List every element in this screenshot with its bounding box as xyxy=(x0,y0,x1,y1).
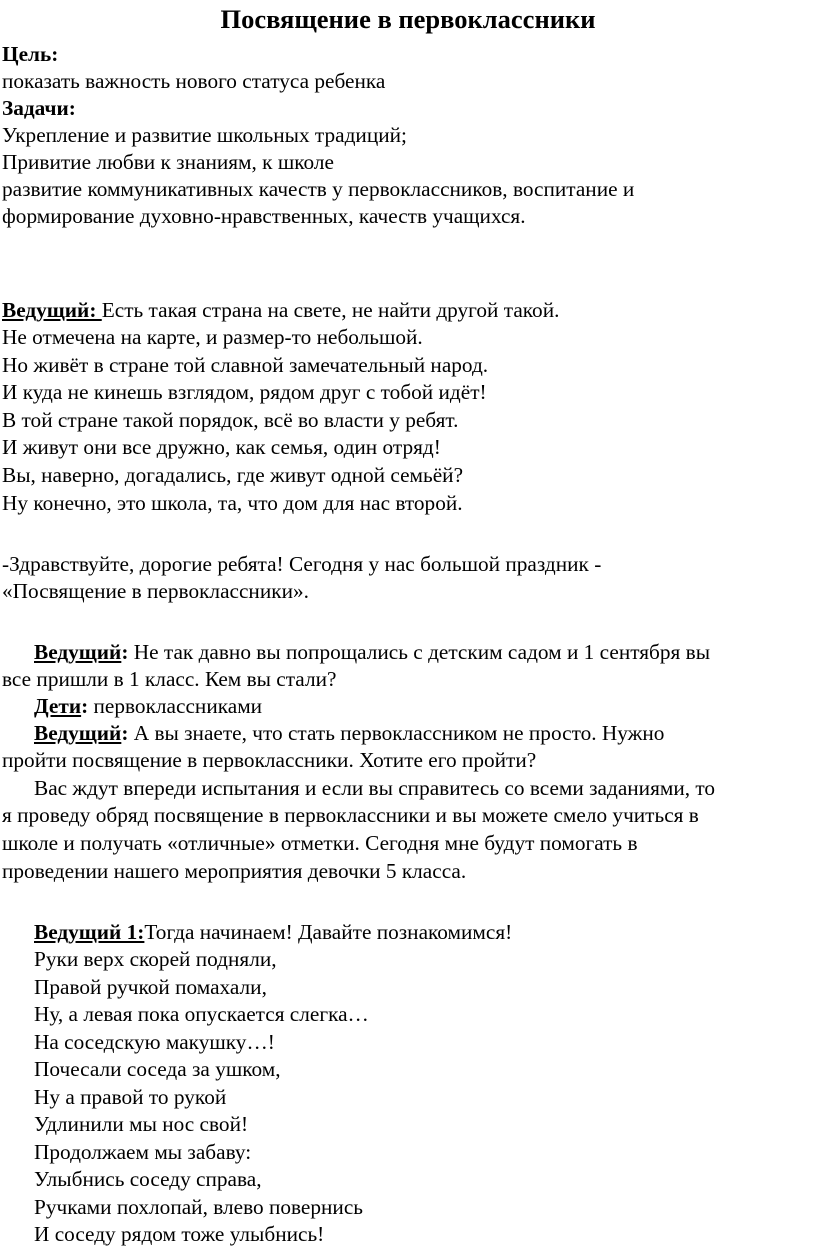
poem-line: Не отмечена на карте, и размер-то небольшой. xyxy=(2,325,423,349)
game-line: Удлинили мы нос свой! xyxy=(34,1112,249,1136)
dialogue-text: А вы знаете, что стать первоклассником не просто. Нужно xyxy=(128,721,665,745)
dialogue-line: школе и получать «отличные» отметки. Сегодня мне будут помогать в xyxy=(2,831,638,855)
game-line: Ну, а левая пока опускается слегка… xyxy=(34,1002,369,1026)
poem-line: Вы, наверно, догадались, где живут одной семьёй? xyxy=(2,463,464,487)
game-text: Тогда начинаем! Давайте познакомимся! xyxy=(144,920,513,944)
goal-label: Цель: xyxy=(2,42,59,66)
game-line: Почесали соседа за ушком, xyxy=(34,1057,281,1081)
dialogue-line: проведении нашего мероприятия девочки 5 класса. xyxy=(2,859,467,883)
dialogue-line xyxy=(34,692,262,720)
game-line: Ручками похлопай, влево повернись xyxy=(34,1195,363,1219)
task-line: развитие коммуникативных качеств у первоклассников, воспитание и xyxy=(2,177,635,201)
page-title: Посвящение в первоклассники xyxy=(220,4,596,34)
dialogue-line: все пришли в 1 класс. Кем вы стали? xyxy=(2,667,337,691)
dialogue-line: я проведу обряд посвящение в первоклассники и вы можете смело учиться в xyxy=(2,803,699,827)
speaker-label: Дети xyxy=(34,694,82,718)
tasks-label: Задачи: xyxy=(2,96,76,120)
task-line: Привитие любви к знаниям, к школе xyxy=(2,150,334,174)
speaker-label: Ведущий 1: xyxy=(34,920,145,944)
goal-text: показать важность нового статуса ребенка xyxy=(2,69,386,93)
poem-line: Ну конечно, это школа, та, что дом для нас второй. xyxy=(2,491,463,515)
speaker-label: Ведущий xyxy=(34,721,122,745)
poem-line: И живут они все дружно, как семья, один отряд! xyxy=(2,435,441,459)
game-line: На соседскую макушку…! xyxy=(34,1030,275,1054)
game-line: Руки верх скорей подняли, xyxy=(34,947,277,971)
greeting-line: «Посвящение в первоклассники». xyxy=(2,579,309,603)
intro-first-line xyxy=(2,296,559,324)
game-line: Продолжаем мы забаву: xyxy=(34,1140,252,1164)
poem-line: Но живёт в стране той славной замечательный народ. xyxy=(2,353,489,377)
game-line: Ну а правой то рукой xyxy=(34,1085,227,1109)
dialogue-line: Вас ждут впереди испытания и если вы справитесь со всеми заданиями, то xyxy=(34,776,716,800)
intro-text: Есть такая страна на свете, не найти другой такой. xyxy=(101,298,560,322)
dialogue-line xyxy=(34,719,664,747)
dialogue-text: Не так давно вы попрощались с детским садом и 1 сентября вы xyxy=(128,640,711,664)
speaker-colon: : xyxy=(121,640,129,664)
poem-line: И куда не кинешь взглядом, рядом друг с тобой идёт! xyxy=(2,380,487,404)
greeting-line: -Здравствуйте, дорогие ребята! Сегодня у нас большой праздник - xyxy=(2,552,602,576)
game-first-line xyxy=(34,918,512,946)
poem-line: В той стране такой порядок, всё во власти у ребят. xyxy=(2,408,459,432)
dialogue-line xyxy=(34,638,710,666)
game-line: Улыбнись соседу справа, xyxy=(34,1167,262,1191)
game-line: И соседу рядом тоже улыбнись! xyxy=(34,1222,325,1246)
task-line: формирование духовно-нравственных, качеств учащихся. xyxy=(2,204,526,228)
task-line: Укрепление и развитие школьных традиций; xyxy=(2,123,407,147)
speaker-colon: : xyxy=(81,694,89,718)
speaker-colon: : xyxy=(121,721,129,745)
speaker-label: Ведущий xyxy=(34,640,122,664)
game-line: Правой ручкой помахали, xyxy=(34,975,267,999)
speaker-label: Ведущий: xyxy=(2,298,102,322)
dialogue-line: пройти посвящение в первоклассники. Хотите его пройти? xyxy=(2,748,537,772)
dialogue-text: первоклассниками xyxy=(88,694,263,718)
